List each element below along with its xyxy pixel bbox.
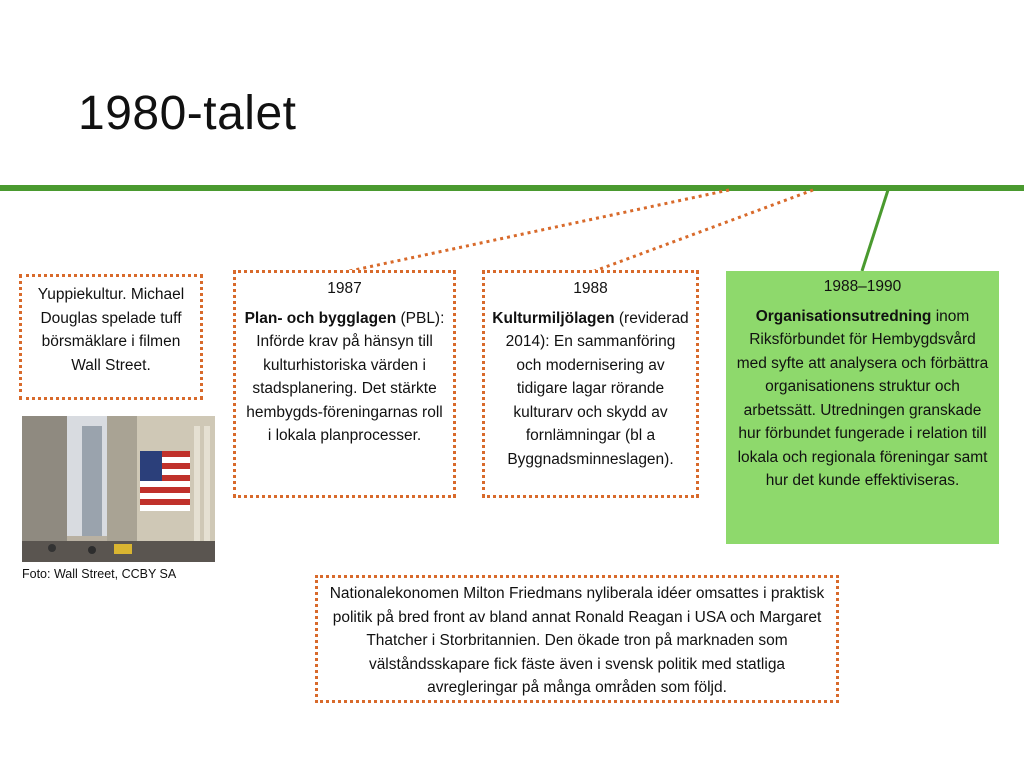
- event-heading: Plan- och bygglagen: [244, 309, 397, 327]
- event-year: 1987: [327, 280, 362, 297]
- event-description: inom Riksförbundet för Hembygdsvård med syfte att analysera och förbättra organisationens struktur och arbetssätt. Utredningen granskade hur förbundet fungerade i relation till lokala och regionala föreningar samt hur det kunde effektiviseras.: [736, 307, 989, 489]
- yuppie-box: [19, 274, 203, 400]
- event-heading: Kulturmiljölagen: [492, 309, 615, 327]
- slide-title: 1980-talet: [78, 87, 297, 140]
- photo-caption: Foto: Wall Street, CCBY SA: [22, 567, 177, 581]
- connector-1988: [592, 190, 813, 272]
- event-heading: Organisationsutredning: [755, 307, 932, 325]
- friedman-box: [315, 575, 839, 703]
- event-box-1988-1990: [726, 271, 999, 544]
- event-year: 1988–1990: [823, 278, 902, 295]
- event-box-1987: [233, 270, 456, 498]
- wall-street-photo: [22, 416, 215, 562]
- connector-1988-1990: [862, 190, 888, 271]
- friedman-text: Nationalekonomen Milton Friedmans nyliberala idéer omsattes i praktisk politik på bred front av bland annat Ronald Reagan i USA och Margaret Thatcher i Storbritannien. Den ökade tron på marknaden som välståndsskapare fick fäste även i svensk politik med statliga avregleringar på många områden som följd.: [329, 585, 825, 696]
- timeline-bar: [0, 185, 1024, 191]
- event-box-1988: [482, 270, 699, 498]
- connector-1987: [345, 190, 729, 272]
- event-description: (reviderad 2014): En sammanföring och modernisering av tidigare lagar rörande kulturarv och skydd av fornlämningar (bl a Byggnadsminneslagen).: [505, 309, 689, 468]
- yuppie-text: Yuppiekultur. Michael Douglas spelade tuff börsmäklare i filmen Wall Street.: [37, 286, 185, 374]
- event-description: (PBL): Införde krav på hänsyn till kulturhistoriska värden i stadsplanering. Det stärkte hembygds-föreningarnas roll i lokala planprocesser.: [246, 309, 445, 444]
- event-year: 1988: [573, 280, 608, 297]
